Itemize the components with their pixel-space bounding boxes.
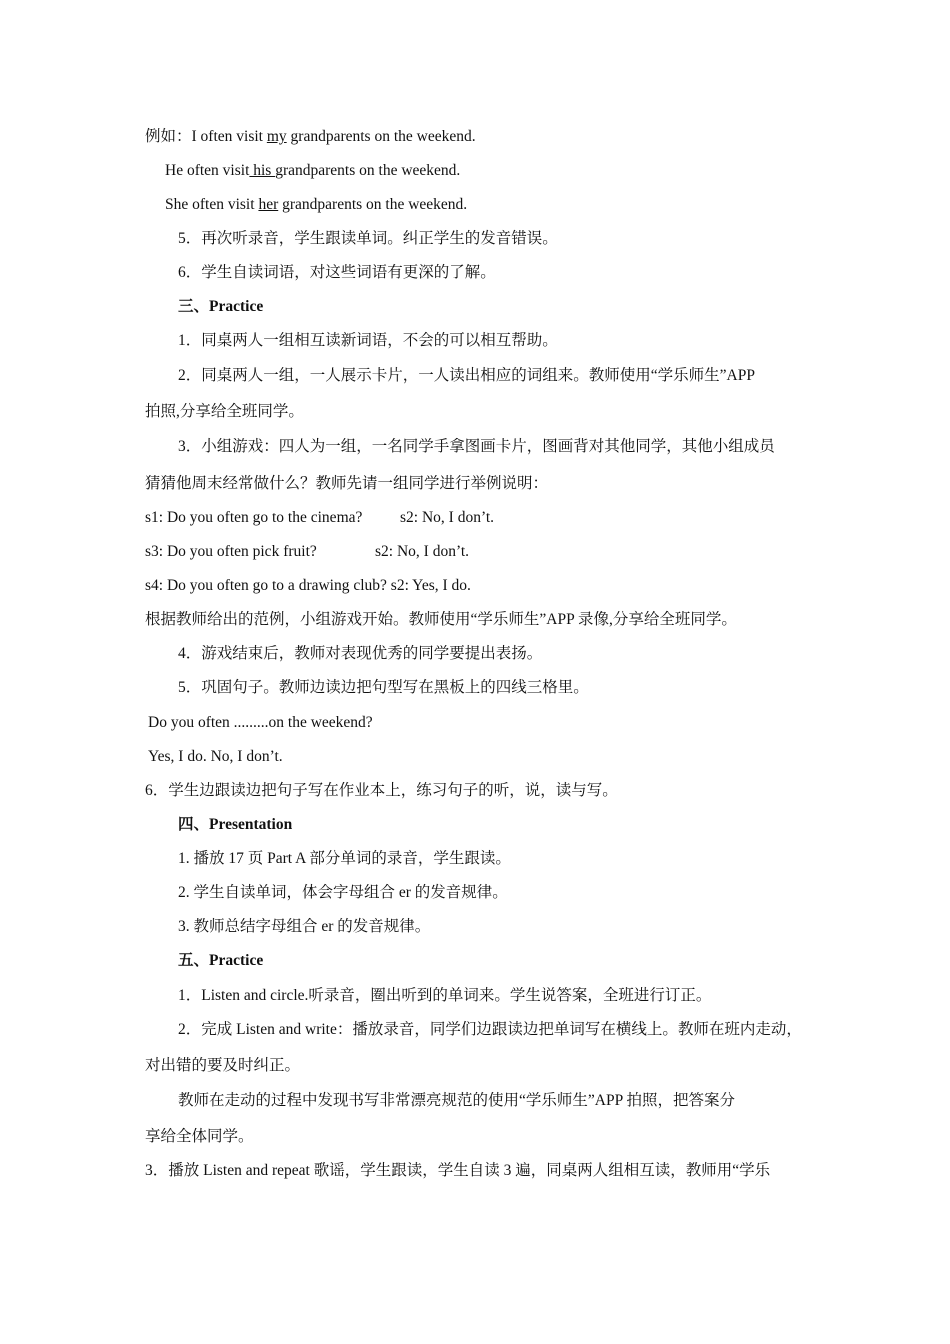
sentence-pattern-question: Do you often .........on the weekend? — [148, 714, 373, 731]
dialogue-s2-reply-2: s2: No, I don’t. — [375, 543, 470, 560]
dialogue-s1: s1: Do you often go to the cinema? — [145, 509, 363, 526]
dialogue-s2-reply-1: s2: No, I don’t. — [400, 509, 495, 526]
practice-step-6: 6．学生边跟读边把句子写在作业本上，练习句子的听，说，读与写。 — [145, 782, 618, 799]
sentence-pattern-answers: Yes, I do. No, I don’t. — [148, 748, 283, 765]
example-line-2: He often visit his grandparents on the weekend. — [165, 162, 461, 179]
practice-step-2: 2．同桌两人一组，一人展示卡片，一人读出相应的词组来。教师使用“学乐师生”APP — [178, 367, 755, 384]
presentation-step-3: 3. 教师总结字母组合 er 的发音规律。 — [178, 918, 431, 935]
step-6-self-read: 6．学生自读词语，对这些词语有更深的了解。 — [178, 264, 496, 281]
practice-step-1: 1．同桌两人一组相互读新词语，不会的可以相互帮助。 — [178, 332, 558, 349]
teacher-photo-note: 教师在走动的过程中发现书写非常漂亮规范的使用“学乐师生”APP 拍照，把答案分 — [178, 1092, 735, 1109]
step-5-listen-again: 5．再次听录音，学生跟读单词。纠正学生的发音错误。 — [178, 230, 558, 247]
practice-step-3: 3．小组游戏：四人为一组，一名同学手拿图画卡片，图画背对其他同学，其他小组成员 — [178, 438, 775, 455]
practice2-step-1: 1．Listen and circle.听录音，圈出听到的单词来。学生说答案，全班进行订正。 — [178, 987, 712, 1004]
game-start-note: 根据教师给出的范例，小组游戏开始。教师使用“学乐师生”APP 录像,分享给全班同学。 — [145, 611, 737, 628]
example-line-1: 例如：I often visit my grandparents on the weekend. — [145, 128, 476, 145]
practice2-step-2: 2．完成 Listen and write：播放录音，同学们边跟读边把单词写在横线上。教师在班内走动， — [178, 1021, 802, 1038]
dialogue-s3: s3: Do you often pick fruit? — [145, 543, 317, 560]
dialogue-s4: s4: Do you often go to a drawing club? s2: Yes, I do. — [145, 577, 471, 594]
presentation-step-2: 2. 学生自读单词，体会字母组合 er 的发音规律。 — [178, 884, 508, 901]
presentation-step-1: 1. 播放 17 页 Part A 部分单词的录音，学生跟读。 — [178, 850, 511, 867]
practice-step-5: 5．巩固句子。教师边读边把句型写在黑板上的四线三格里。 — [178, 679, 589, 696]
practice-step-3-cont: 猜猜他周末经常做什么？教师先请一组同学进行举例说明： — [145, 475, 549, 492]
practice-step-2-cont: 拍照,分享给全班同学。 — [145, 403, 304, 420]
practice-step-4: 4．游戏结束后，教师对表现优秀的同学要提出表扬。 — [178, 645, 543, 662]
teacher-photo-note-cont: 享给全体同学。 — [145, 1128, 254, 1145]
practice2-step-3: 3．播放 Listen and repeat 歌谣，学生跟读，学生自读 3 遍，同桌两人组相互读，教师用“学乐 — [145, 1162, 771, 1179]
section-heading-practice-5: 五、Practice — [178, 952, 264, 969]
example-line-3: She often visit her grandparents on the weekend. — [165, 196, 468, 213]
section-heading-practice-3: 三、Practice — [178, 298, 264, 315]
practice2-step-2-cont: 对出错的要及时纠正。 — [145, 1057, 301, 1074]
section-heading-presentation-4: 四、Presentation — [178, 816, 293, 833]
